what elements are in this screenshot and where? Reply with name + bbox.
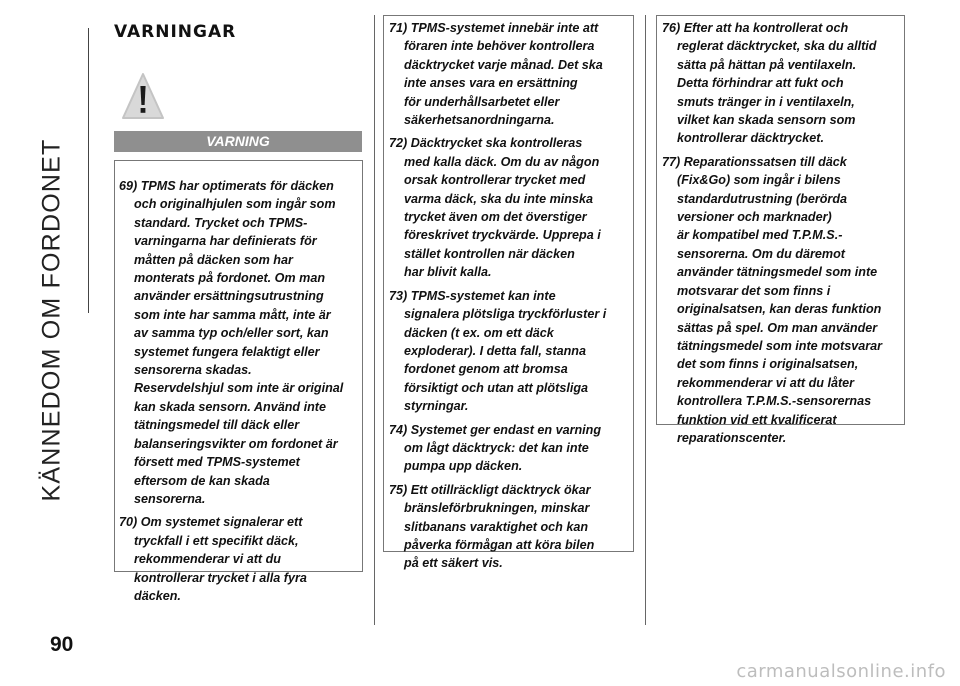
page-number: 90 xyxy=(50,633,74,656)
note-first-line: 77) Reparationssatsen till däck xyxy=(662,154,847,169)
note-line: med kalla däck. Om du av någon xyxy=(404,154,600,169)
note-line: har blivit kalla. xyxy=(404,265,492,280)
note-line: sensorerna. xyxy=(134,491,206,506)
note-line: kan skada sensorn. Använd inte xyxy=(134,399,326,414)
note-line: monterats på fordonet. Om man xyxy=(134,271,326,286)
note-line: inte anses vara en ersättning xyxy=(404,76,578,91)
note-line: eftersom de kan skada xyxy=(134,473,270,488)
note-line: säkerhetsanordningarna. xyxy=(404,113,555,128)
note-line: tätningsmedel till däck eller xyxy=(134,418,300,433)
note-first-line: 76) Efter att ha kontrollerat och xyxy=(662,21,849,35)
note-line: rekommenderar vi att du xyxy=(134,552,281,567)
note-line: sensorerna. Om du däremot xyxy=(677,246,845,261)
chapter-divider-line xyxy=(88,28,89,313)
note-first-line: 71) TPMS-systemet innebär inte att xyxy=(389,21,599,35)
note-line: på ett säkert vis. xyxy=(404,556,503,571)
note-line: balanseringsvikter om fordonet är xyxy=(134,436,338,451)
note-line: för underhållsarbetet eller xyxy=(404,94,560,109)
note-line: exploderar). I detta fall, stanna xyxy=(404,343,586,358)
note-line: funktion vid ett kvalificerat xyxy=(677,412,837,427)
note-line: försiktigt och utan att plötsliga xyxy=(404,380,589,395)
note-line: styrningar. xyxy=(404,399,469,414)
note-first-line: 73) TPMS-systemet kan inte xyxy=(389,288,556,303)
note-line: smuts tränger in i ventilaxeln, xyxy=(677,94,855,109)
note-line: kontrollerar däcktrycket. xyxy=(677,131,824,146)
note-first-line: 70) Om systemet signalerar ett xyxy=(119,515,303,530)
warning-note xyxy=(389,134,633,281)
note-line: av samma typ och/eller sort, kan xyxy=(134,326,329,341)
note-first-line: 72) Däcktrycket ska kontrolleras xyxy=(389,136,583,151)
note-line: sensorerna skadas. xyxy=(134,363,252,378)
warning-notes-box-1 xyxy=(114,160,363,603)
note-line: vilket kan skada sensorn som xyxy=(677,113,856,128)
warning-label-band: VARNING xyxy=(114,131,362,152)
note-line: som inte har samma mått, inte är xyxy=(134,307,331,322)
watermark-text: carmanualsonline.info xyxy=(736,661,946,682)
note-line: stället kontrollen när däcken xyxy=(404,246,575,261)
note-line: är kompatibel med T.P.M.S.- xyxy=(677,228,843,243)
note-line: tätningsmedel som inte motsvarar xyxy=(677,338,883,353)
warning-note xyxy=(389,19,633,129)
note-line: signalera plötsliga tryckförluster i xyxy=(404,307,607,322)
warning-notes-box-2 xyxy=(383,15,634,571)
note-line: rekommenderar vi att du låter xyxy=(677,375,855,390)
note-line: (Fix&Go) som ingår i bilens xyxy=(677,173,841,188)
note-line: varma däck, ska du inte minska xyxy=(404,191,593,206)
note-line: Reservdelshjul som inte är original xyxy=(134,381,344,396)
warning-note xyxy=(389,421,633,476)
note-line: sätta på hättan på ventilaxeln. xyxy=(677,57,857,72)
warning-note xyxy=(119,513,362,605)
note-line: motsvarar det som finns i xyxy=(677,283,831,298)
note-line: däcken. xyxy=(134,588,181,603)
note-line: däcken (t ex. om ett däck xyxy=(404,325,554,340)
note-line: påverka förmågan att köra bilen xyxy=(404,537,595,552)
note-first-line: 75) Ett otillräckligt däcktryck ökar xyxy=(389,482,591,497)
note-line: Detta förhindrar att fukt och xyxy=(677,76,844,91)
section-heading: VARNINGAR xyxy=(114,22,237,42)
note-line: versioner och marknader) xyxy=(677,210,832,225)
note-line: använder tätningsmedel som inte xyxy=(677,265,878,280)
note-line: föreskrivet tryckvärde. Upprepa i xyxy=(404,228,601,243)
warning-note xyxy=(662,153,904,448)
note-line: orsak kontrollerar trycket med xyxy=(404,173,586,188)
note-line: föraren inte behöver kontrollera xyxy=(404,39,595,54)
note-line: tryckfall i ett specifikt däck, xyxy=(134,533,299,548)
warning-notes-box-3 xyxy=(656,15,905,445)
chapter-side-title: KÄNNEDOM OM FORDONET xyxy=(37,138,66,502)
note-line: bränsleförbrukningen, minskar xyxy=(404,501,590,516)
note-line: standardutrustning (berörda xyxy=(677,191,848,206)
note-line: kontrollera T.P.M.S.-sensorernas xyxy=(677,394,872,409)
note-line: fordonet genom att bromsa xyxy=(404,362,568,377)
note-line: sättas på spel. Om man använder xyxy=(677,320,878,335)
note-line: pumpa upp däcken. xyxy=(404,459,523,474)
note-line: originalsatsen, kan deras funktion xyxy=(677,302,882,317)
column-divider xyxy=(374,15,375,625)
note-first-line: 69) TPMS har optimerats för däcken xyxy=(119,179,334,193)
warning-triangle-icon xyxy=(121,72,165,122)
warning-note xyxy=(662,19,904,148)
note-line: slitbanans varaktighet och kan xyxy=(404,519,589,534)
note-line: reglerat däcktrycket, ska du alltid xyxy=(677,39,877,54)
note-first-line: 74) Systemet ger endast en varning xyxy=(389,422,602,437)
warning-note xyxy=(389,287,633,416)
note-line: reparationscenter. xyxy=(677,430,787,445)
warning-note xyxy=(389,481,633,573)
note-line: det som finns i originalsatsen, xyxy=(677,357,859,372)
note-line: trycket även om det överstiger xyxy=(404,210,587,225)
note-line: standard. Trycket och TPMS- xyxy=(134,215,308,230)
note-line: systemet fungera felaktigt eller xyxy=(134,344,320,359)
warning-note xyxy=(119,177,362,508)
note-line: däcktrycket varje månad. Det ska xyxy=(404,57,603,72)
note-line: måtten på däcken som har xyxy=(134,252,293,267)
note-line: om lågt däcktryck: det kan inte xyxy=(404,440,589,455)
note-line: kontrollerar trycket i alla fyra xyxy=(134,570,307,585)
column-divider xyxy=(645,15,646,625)
note-line: försett med TPMS-systemet xyxy=(134,455,300,470)
note-line: och originalhjulen som ingår som xyxy=(134,197,336,212)
note-line: varningarna har definierats för xyxy=(134,234,317,249)
note-line: använder ersättningsutrustning xyxy=(134,289,324,304)
